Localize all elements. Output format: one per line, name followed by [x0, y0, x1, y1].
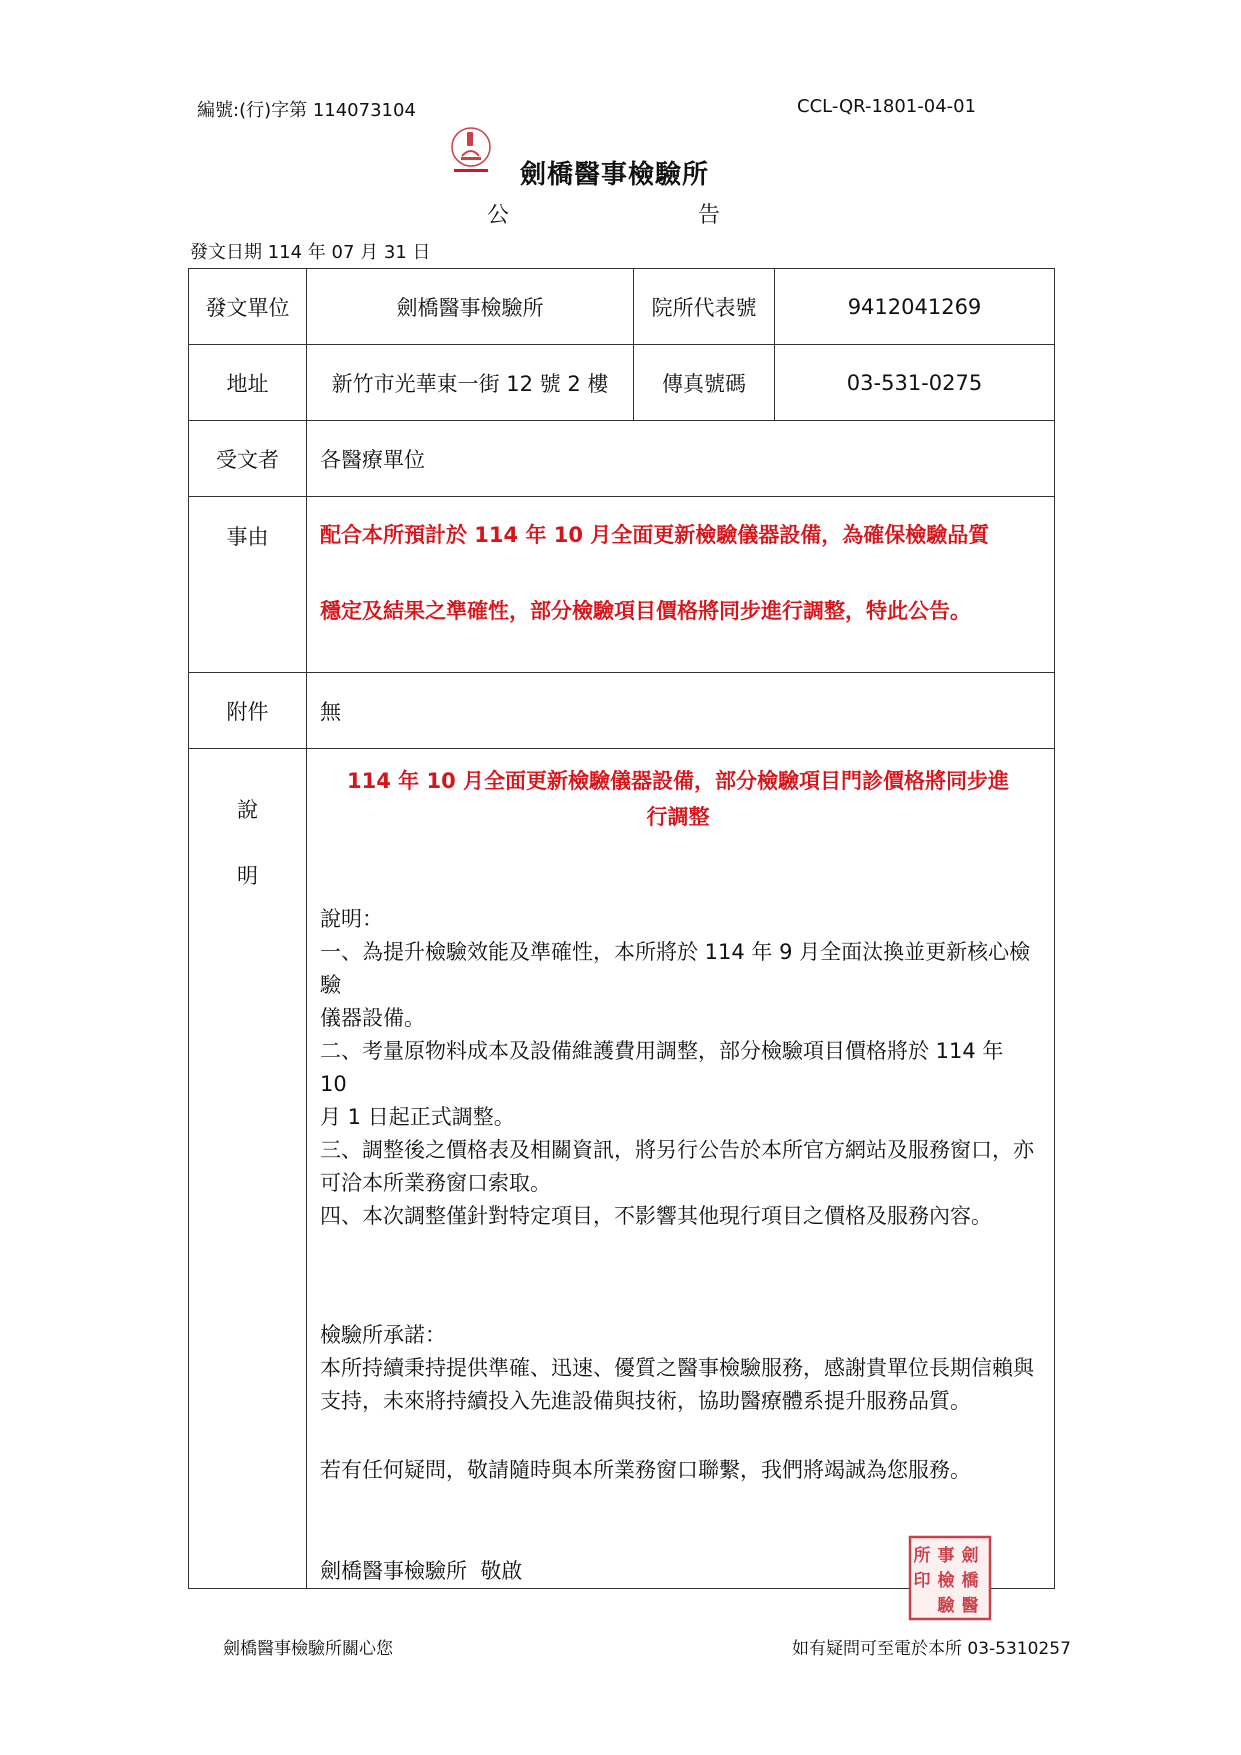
seal-char: 醫	[961, 1596, 979, 1616]
microscope-logo-icon	[448, 126, 494, 176]
address-label: 地址	[189, 345, 307, 421]
issuer-label: 發文單位	[189, 269, 307, 345]
attachment-label: 附件	[189, 673, 307, 749]
notice-table	[188, 268, 1055, 1616]
recipient-label: 受文者	[189, 421, 307, 497]
notice-heading-char-1: 公	[487, 203, 510, 228]
description-label-char-1: 說	[237, 798, 258, 822]
attachment-value: 無	[307, 673, 1055, 749]
subject-row	[189, 497, 1055, 673]
fax-value: 03-531-0275	[775, 345, 1055, 421]
seal-char: 劍	[961, 1546, 979, 1566]
item-2-line-1: 二、考量原物料成本及設備維護費用調整，部分檢驗項目價格將於 114 年 10	[320, 1039, 1004, 1096]
item-2-line-2: 月 1 日起正式調整。	[320, 1105, 515, 1129]
footer-right: 如有疑問可至電於本所 03-5310257	[792, 1639, 1071, 1659]
description-label	[189, 749, 307, 1589]
description-label-char-2: 明	[237, 864, 258, 888]
signature: 劍橋醫事檢驗所 敬啟	[320, 1559, 523, 1583]
item-1-line-2: 儀器設備。	[320, 1006, 425, 1030]
seal-char: 印	[913, 1571, 931, 1591]
red-seal-stamp-icon	[908, 1535, 992, 1621]
attachment-row	[189, 673, 1055, 749]
recipient-row	[189, 421, 1055, 497]
issuer-value: 劍橋醫事檢驗所	[307, 269, 634, 345]
item-1-line-1: 一、為提升檢驗效能及準確性，本所將於 114 年 9 月全面汰換並更新核心檢驗	[320, 940, 1031, 997]
subject-line-1: 配合本所預計於 114 年 10 月全面更新檢驗儀器設備，為確保檢驗品質	[320, 523, 990, 547]
issuer-row	[189, 269, 1055, 345]
seal-char: 所	[913, 1546, 931, 1566]
seal-char: 檢	[937, 1571, 955, 1591]
recipient-value: 各醫療單位	[307, 421, 1055, 497]
description-row	[189, 749, 1055, 1589]
item-3-line-1: 三、調整後之價格表及相關資訊，將另行公告於本所官方網站及服務窗口，亦	[320, 1138, 1034, 1162]
promise-line-1: 本所持續秉持提供準確、迅速、優質之醫事檢驗服務，感謝貴單位長期信賴與	[320, 1356, 1034, 1380]
description-title-line-1: 114 年 10 月全面更新檢驗儀器設備，部分檢驗項目門診價格將同步進	[347, 769, 1009, 793]
form-code: CCL-QR-1801-04-01	[797, 96, 977, 117]
description-intro: 說明：	[320, 907, 383, 931]
notice-heading-char-2: 告	[698, 203, 721, 228]
seal-char: 驗	[937, 1596, 955, 1616]
promise-line-2: 支持，未來將持續投入先進設備與技術，協助醫療體系提升服務品質。	[320, 1389, 971, 1413]
subject-line-2: 穩定及結果之準確性，部分檢驗項目價格將同步進行調整，特此公告。	[320, 599, 971, 623]
document-number: 編號:(行)字第 114073104	[197, 100, 416, 121]
seal-char: 橋	[961, 1571, 979, 1591]
description-title-line-2: 行調整	[646, 805, 710, 829]
seal-char: 事	[937, 1546, 955, 1566]
contact-text: 若有任何疑問，敬請隨時與本所業務窗口聯繫，我們將竭誠為您服務。	[320, 1458, 971, 1482]
subject-cell	[307, 497, 1055, 673]
footer-left: 劍橋醫事檢驗所關心您	[223, 1639, 393, 1659]
subject-label: 事由	[189, 497, 307, 673]
code-label: 院所代表號	[634, 269, 775, 345]
description-cell	[307, 749, 1055, 1616]
code-value: 9412041269	[775, 269, 1055, 345]
fax-label: 傳真號碼	[634, 345, 775, 421]
item-3-line-2: 可洽本所業務窗口索取。	[320, 1171, 551, 1195]
promise-heading: 檢驗所承諾：	[320, 1323, 446, 1347]
organization-title: 劍橋醫事檢驗所	[520, 160, 710, 190]
description-title	[320, 763, 1036, 835]
address-row	[189, 345, 1055, 421]
signature-row	[320, 1546, 1036, 1616]
issue-date: 發文日期 114 年 07 月 31 日	[190, 242, 431, 263]
item-4: 四、本次調整僅針對特定項目，不影響其他現行項目之價格及服務內容。	[320, 1204, 992, 1228]
address-value: 新竹市光華東一街 12 號 2 樓	[307, 345, 634, 421]
